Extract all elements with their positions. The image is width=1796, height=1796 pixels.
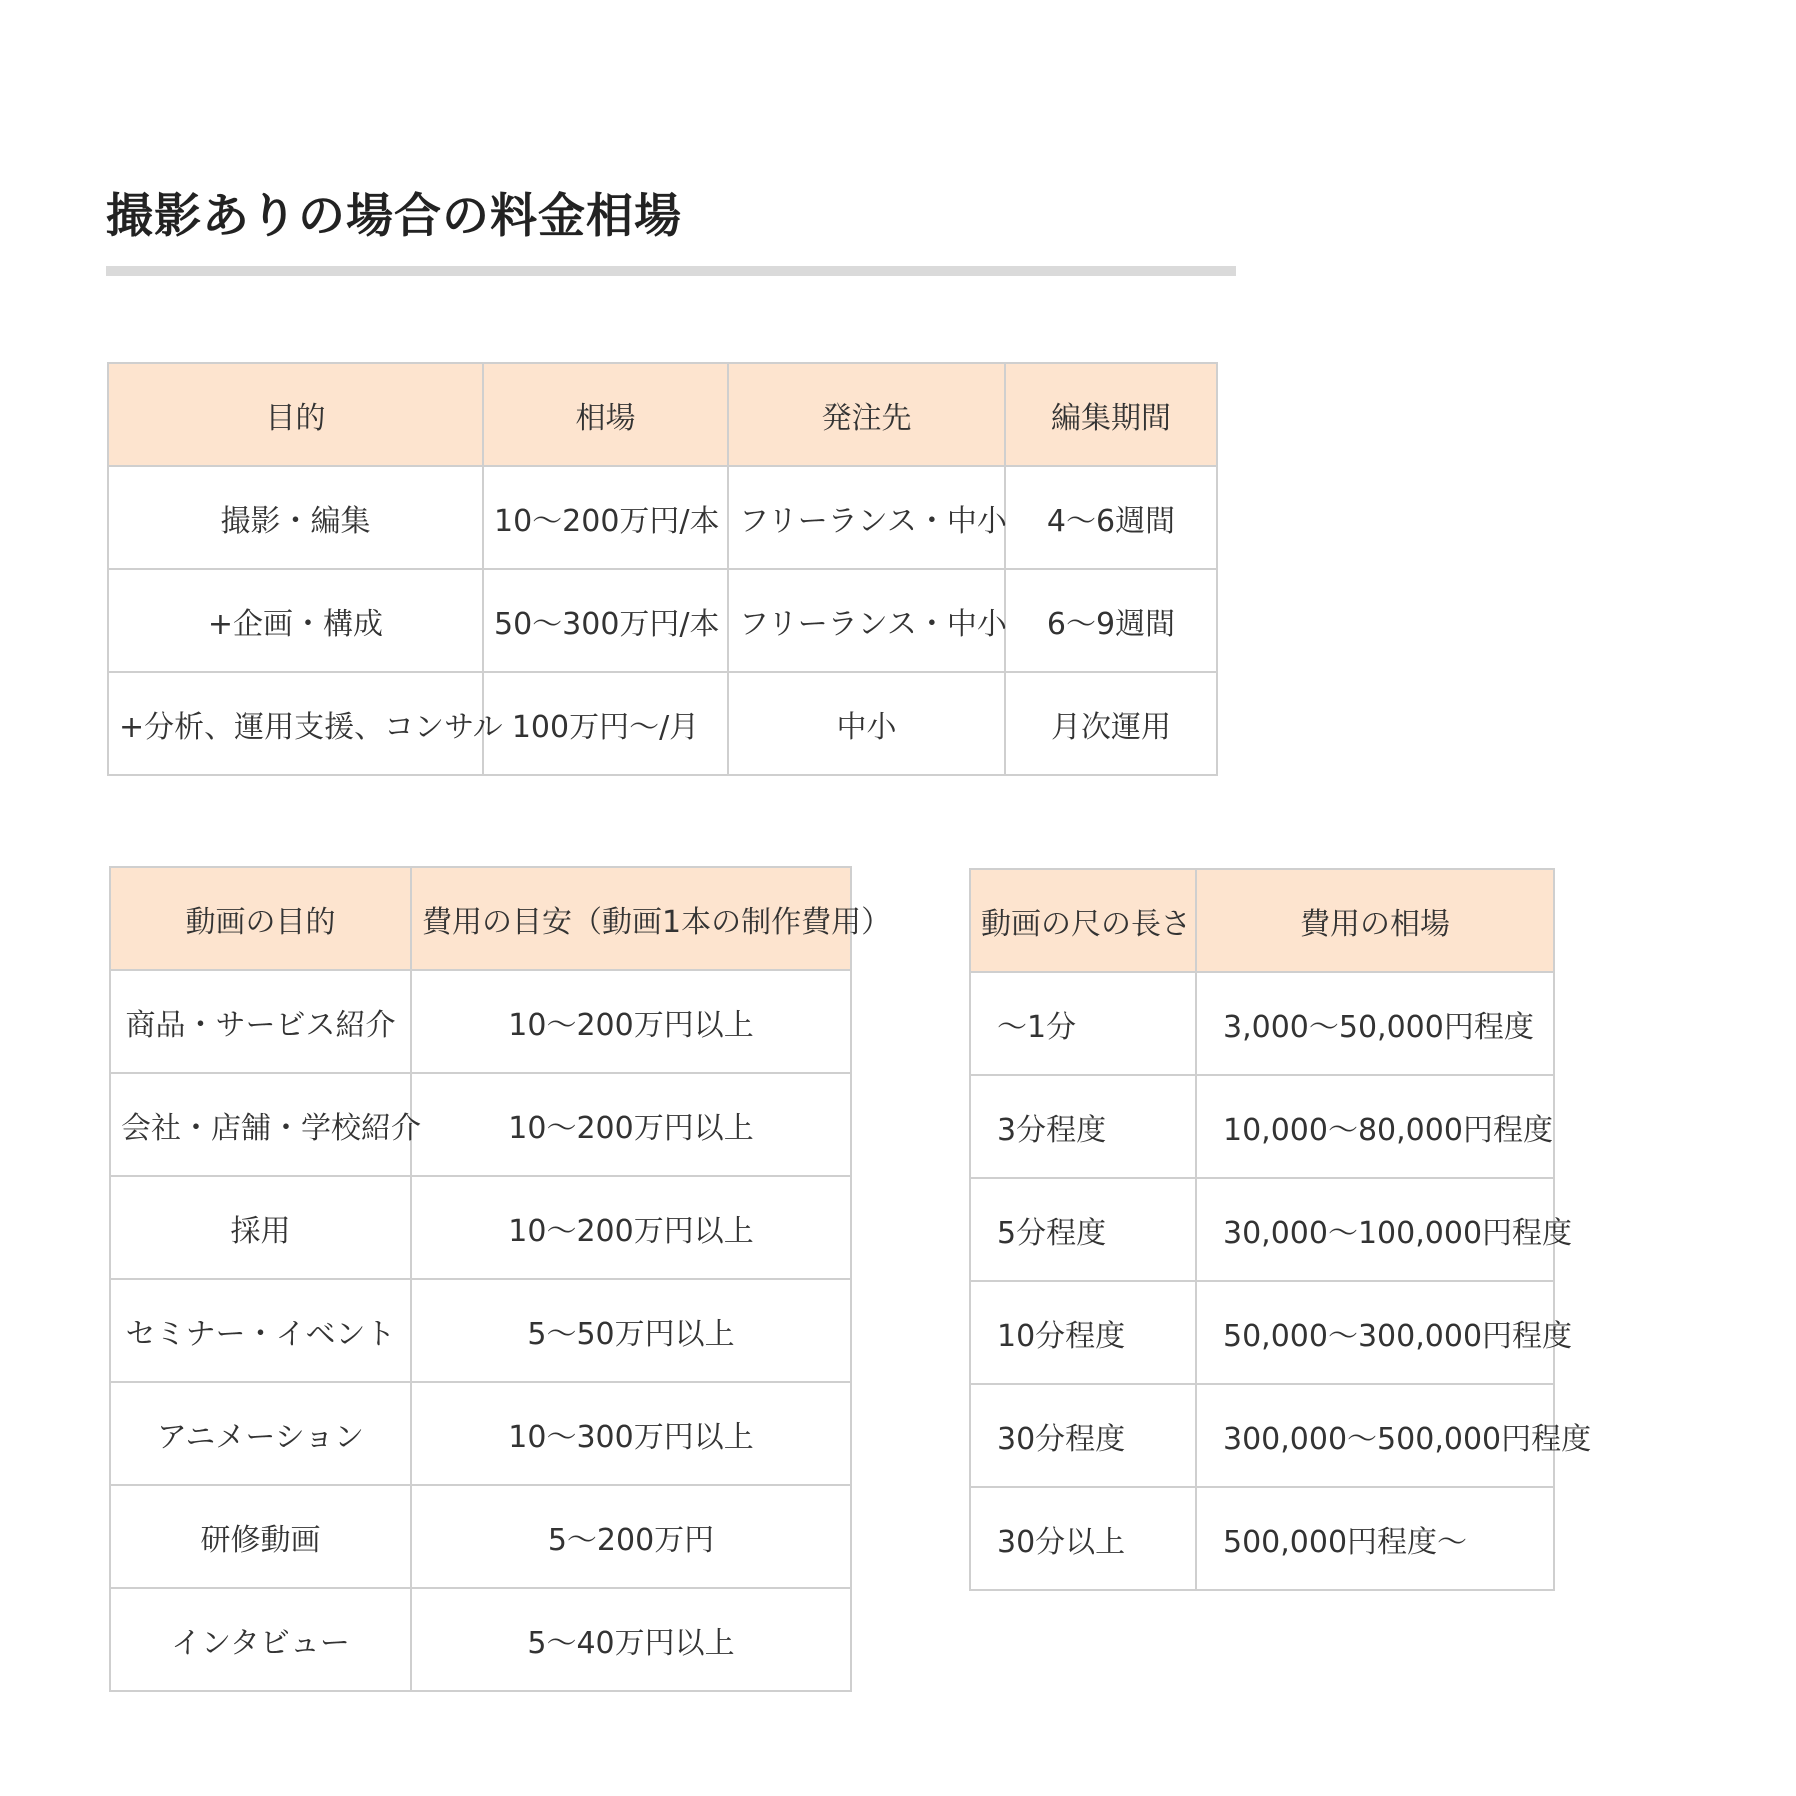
header-editing-period: 編集期間 <box>1005 363 1217 466</box>
page-title: 撮影ありの場合の料金相場 <box>106 189 682 244</box>
cell-cost: 5〜200万円 <box>411 1485 851 1588</box>
table-row <box>110 1073 851 1176</box>
cell-vendor: フリーランス・中小 <box>728 466 1005 569</box>
cell-cost: 500,000円程度〜 <box>1196 1487 1554 1590</box>
header-video-length: 動画の尺の長さ <box>970 869 1196 972</box>
header-market-price: 相場 <box>483 363 728 466</box>
cell-cost: 10〜200万円以上 <box>411 1073 851 1176</box>
cell-video-purpose: セミナー・イベント <box>110 1279 411 1382</box>
cell-cost: 300,000〜500,000円程度 <box>1196 1384 1554 1487</box>
cell-cost: 5〜40万円以上 <box>411 1588 851 1691</box>
cell-price: 50〜300万円/本 <box>483 569 728 672</box>
cell-video-length: 5分程度 <box>970 1178 1196 1281</box>
table-row <box>970 1384 1554 1487</box>
table-row <box>108 672 1217 775</box>
cell-cost: 50,000〜300,000円程度 <box>1196 1281 1554 1384</box>
cell-cost: 10〜200万円以上 <box>411 1176 851 1279</box>
header-vendor: 発注先 <box>728 363 1005 466</box>
cell-price: 100万円〜/月 <box>483 672 728 775</box>
cell-period: 6〜9週間 <box>1005 569 1217 672</box>
pricing-table-filming <box>107 362 1218 776</box>
cell-purpose: +分析、運用支援、コンサル <box>108 672 483 775</box>
table-row <box>970 1281 1554 1384</box>
cell-cost: 10〜200万円以上 <box>411 970 851 1073</box>
cell-cost: 5〜50万円以上 <box>411 1279 851 1382</box>
table-header-row <box>110 867 851 970</box>
header-cost-market: 費用の相場 <box>1196 869 1554 972</box>
cell-video-purpose: 商品・サービス紹介 <box>110 970 411 1073</box>
table-row <box>108 569 1217 672</box>
cell-video-purpose: 採用 <box>110 1176 411 1279</box>
table-row <box>108 466 1217 569</box>
table-row <box>110 1176 851 1279</box>
cell-cost: 30,000〜100,000円程度 <box>1196 1178 1554 1281</box>
cell-video-length: 30分以上 <box>970 1487 1196 1590</box>
title-divider <box>106 266 1236 276</box>
cell-video-purpose: 研修動画 <box>110 1485 411 1588</box>
cell-cost: 3,000〜50,000円程度 <box>1196 972 1554 1075</box>
table-row <box>110 970 851 1073</box>
cell-video-length: 3分程度 <box>970 1075 1196 1178</box>
cell-video-length: 〜1分 <box>970 972 1196 1075</box>
cost-by-length-table <box>969 868 1592 1591</box>
cell-vendor: フリーランス・中小 <box>728 569 1005 672</box>
header-video-purpose: 動画の目的 <box>110 867 411 970</box>
cell-price: 10〜200万円/本 <box>483 466 728 569</box>
cell-period: 4〜6週間 <box>1005 466 1217 569</box>
cell-video-purpose: 会社・店舗・学校紹介 <box>110 1073 411 1176</box>
table-row <box>970 972 1554 1075</box>
table-row <box>970 1178 1554 1281</box>
table-row <box>970 1487 1554 1590</box>
cell-video-length: 10分程度 <box>970 1281 1196 1384</box>
cell-video-purpose: インタビュー <box>110 1588 411 1691</box>
table-header-row <box>970 869 1554 972</box>
cell-video-purpose: アニメーション <box>110 1382 411 1485</box>
cell-video-length: 30分程度 <box>970 1384 1196 1487</box>
table-row <box>110 1485 851 1588</box>
header-cost-estimate: 費用の目安（動画1本の制作費用） <box>411 867 851 970</box>
table-row <box>110 1382 851 1485</box>
table-row <box>110 1279 851 1382</box>
cell-period: 月次運用 <box>1005 672 1217 775</box>
cell-purpose: +企画・構成 <box>108 569 483 672</box>
table-row <box>970 1075 1554 1178</box>
cell-cost: 10〜300万円以上 <box>411 1382 851 1485</box>
header-purpose: 目的 <box>108 363 483 466</box>
cell-purpose: 撮影・編集 <box>108 466 483 569</box>
table-header-row <box>108 363 1217 466</box>
cell-vendor: 中小 <box>728 672 1005 775</box>
cell-cost: 10,000〜80,000円程度 <box>1196 1075 1554 1178</box>
cost-by-purpose-table <box>109 866 892 1692</box>
table-row <box>110 1588 851 1691</box>
